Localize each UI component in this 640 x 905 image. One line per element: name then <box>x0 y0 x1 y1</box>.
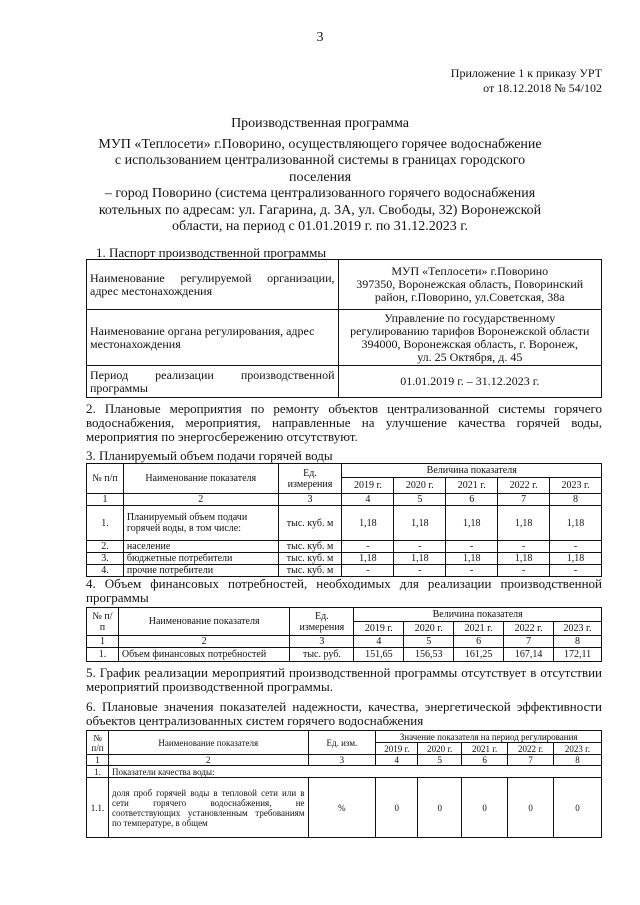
unit-cell: тыс. куб. м <box>278 565 342 577</box>
value-cell: - <box>446 565 498 577</box>
year-header: 2020 г. <box>418 743 462 755</box>
value-cell: 1,18 <box>498 553 550 565</box>
value-cell: 1,18 <box>550 506 602 541</box>
unit-cell: тыс. куб. м <box>278 553 342 565</box>
title-line-4: – город Поворино (система централизованного горячего водоснабжения <box>104 186 536 201</box>
value-cell: 0 <box>508 778 554 838</box>
header-cell: № п/п <box>87 731 109 755</box>
column-number: 8 <box>554 755 602 766</box>
value-cell: - <box>498 565 550 577</box>
section-3-heading: 3. Планируемый объем подачи горячей воды <box>86 448 333 463</box>
passport-value-line: 394000, Воронежская область, г. Воронеж, <box>361 336 578 351</box>
value-cell: - <box>550 541 602 553</box>
section-4-heading: 4. Объем финансовых потребностей, необходимых для реализации производственной программы <box>86 576 602 605</box>
column-number: 4 <box>342 494 394 506</box>
indicator-name: бюджетные потребители <box>123 553 278 565</box>
year-header: 2021 г. <box>454 622 504 636</box>
title-line-5: котельных по адресам: ул. Гагарина, д. 3А, ул. Свободы, 32) Воронежской <box>98 202 542 218</box>
row-number: 3. <box>87 553 124 565</box>
row-number: 1.1. <box>87 778 109 838</box>
value-cell: 172,11 <box>554 648 602 662</box>
indicator-name: прочие потребители <box>123 565 278 577</box>
indicator-name: население <box>123 541 278 553</box>
year-header: 2021 г. <box>462 743 508 755</box>
value-cell: - <box>498 541 550 553</box>
title-line-6: области, на период с 01.01.2019 г. по 31.12.2023 г. <box>172 219 468 234</box>
column-number: 2 <box>108 755 308 766</box>
value-cell: 1,18 <box>550 553 602 565</box>
year-header: 2023 г. <box>550 478 602 494</box>
value-cell: 1,18 <box>342 553 394 565</box>
column-number: 6 <box>454 636 504 648</box>
unit-cell: тыс. руб. <box>290 648 354 662</box>
passport-value-line: район, г.Поворино, ул.Советская, 38а <box>374 290 565 304</box>
column-number: 5 <box>418 755 462 766</box>
value-cell: 1,18 <box>498 506 550 541</box>
column-number: 7 <box>504 636 554 648</box>
year-header: 2022 г. <box>508 743 554 755</box>
column-number: 4 <box>354 636 404 648</box>
year-header: 2019 г. <box>376 743 418 755</box>
header-cell: Наименование показателя <box>123 464 278 494</box>
value-cell: 0 <box>554 778 602 838</box>
passport-row-regulator <box>87 310 602 366</box>
indicator-name: доля проб горячей воды в тепловой сети или в сети горячего водоснабжения, не соответствующих установленным требованиям по температуре, в общем <box>108 778 308 838</box>
section-5-text: 5. График реализации мероприятий производственной программы отсутствует в отсутствии мероприятий производственной программы. <box>86 665 602 694</box>
page-number: 3 <box>316 30 324 45</box>
header-cell: № п/п <box>87 608 119 636</box>
header-cell: Значение показателя на период регулирования <box>376 731 602 743</box>
column-number: 2 <box>118 636 290 648</box>
year-header: 2019 г. <box>342 478 394 494</box>
value-cell: 1,18 <box>342 506 394 541</box>
passport-table <box>86 259 602 398</box>
table-row <box>87 766 602 778</box>
column-number: 4 <box>376 755 418 766</box>
column-number: 1 <box>87 755 109 766</box>
title-line-3: с использованием централизованной системы в границах городского поселения <box>114 153 526 185</box>
row-number: 4. <box>87 565 124 577</box>
year-header: 2022 г. <box>504 622 554 636</box>
header-cell: Наименование показателя <box>118 608 290 636</box>
header-cell: Величина показателя <box>342 464 602 478</box>
passport-value: 01.01.2019 г. – 31.12.2023 г. <box>338 366 601 398</box>
value-cell: 151,65 <box>354 648 404 662</box>
column-number: 8 <box>550 494 602 506</box>
table-row <box>87 648 602 662</box>
value-cell: - <box>550 565 602 577</box>
row-number: 1. <box>87 506 124 541</box>
column-number-row <box>87 755 602 766</box>
year-header: 2020 г. <box>394 478 446 494</box>
title-line-2: МУП «Теплосети» г.Поворино, осуществляющего горячее водоснабжение <box>98 136 542 152</box>
indicator-group-name: Показатели качества воды: <box>108 766 601 778</box>
column-number: 3 <box>278 494 342 506</box>
reliability-indicators-table <box>86 730 602 838</box>
table-row <box>87 778 602 838</box>
value-cell: 0 <box>462 778 508 838</box>
indicator-name: Объем финансовых потребностей <box>118 648 290 662</box>
column-number: 5 <box>404 636 454 648</box>
column-number: 3 <box>308 755 376 766</box>
column-number-row <box>87 494 602 506</box>
column-number: 1 <box>87 494 124 506</box>
row-number: 2. <box>87 541 124 553</box>
section-1-heading: 1. Паспорт производственной программы <box>96 245 327 260</box>
section-2-text: 2. Плановые мероприятия по ремонту объектов централизованной системы горячего водоснабжения, мероприятия, направленные на улучшение качества горячей воды, мероприятия по энергосбережению отсутствуют. <box>86 401 602 444</box>
column-number: 8 <box>554 636 602 648</box>
year-header: 2021 г. <box>446 478 498 494</box>
column-number: 3 <box>290 636 354 648</box>
value-cell: 0 <box>418 778 462 838</box>
appendix-line-1: Приложение 1 к приказу УРТ <box>450 66 602 80</box>
appendix-line-2: от 18.12.2018 № 54/102 <box>483 81 602 95</box>
value-cell: 1,18 <box>446 506 498 541</box>
row-number: 1. <box>87 648 119 662</box>
table-row <box>87 553 602 565</box>
financial-needs-table <box>86 607 602 662</box>
passport-value <box>338 260 601 310</box>
table-row <box>87 541 602 553</box>
passport-value <box>338 310 601 366</box>
header-cell: Наименование показателя <box>108 731 308 755</box>
value-cell: - <box>446 541 498 553</box>
value-cell: 1,18 <box>394 506 446 541</box>
table-row <box>87 565 602 577</box>
passport-value-line: ул. 25 Октября, д. 45 <box>417 349 523 364</box>
value-cell: - <box>394 565 446 577</box>
column-number: 2 <box>123 494 278 506</box>
column-number: 7 <box>508 755 554 766</box>
title-line-1: Производственная программа <box>231 116 409 131</box>
indicator-name: Планируемый объем подачи горячей воды, в том числе: <box>123 506 278 541</box>
unit-cell: тыс. куб. м <box>278 506 342 541</box>
unit-cell: тыс. куб. м <box>278 541 342 553</box>
column-number: 6 <box>446 494 498 506</box>
year-header: 2022 г. <box>498 478 550 494</box>
passport-value-line: регулированию тарифов Воронежской области <box>350 323 590 338</box>
column-number: 5 <box>394 494 446 506</box>
table-row <box>87 506 602 541</box>
unit-cell: % <box>308 778 376 838</box>
value-cell: 1,18 <box>446 553 498 565</box>
value-cell: 0 <box>376 778 418 838</box>
passport-value-line: 397350, Воронежская область, Поворинский <box>356 277 584 291</box>
passport-row-organization <box>87 260 602 310</box>
header-cell: Ед. измерения <box>278 464 342 494</box>
passport-row-period <box>87 366 602 398</box>
passport-value-line: Управление по государственному <box>384 310 556 325</box>
value-cell: 167,14 <box>504 648 554 662</box>
row-number: 1. <box>87 766 109 778</box>
header-cell: Ед. изм. <box>308 731 376 755</box>
year-header: 2023 г. <box>554 622 602 636</box>
header-cell: Величина показателя <box>354 608 602 622</box>
column-number: 7 <box>498 494 550 506</box>
column-number: 6 <box>462 755 508 766</box>
value-cell: - <box>342 565 394 577</box>
document-title <box>95 116 545 236</box>
passport-label: Период реализации производственной программы <box>87 366 339 398</box>
appendix-reference <box>451 66 602 96</box>
value-cell: 161,25 <box>454 648 504 662</box>
column-number: 1 <box>87 636 119 648</box>
value-cell: - <box>342 541 394 553</box>
value-cell: 156,53 <box>404 648 454 662</box>
passport-label: Наименование регулируемой организации, адрес местонахождения <box>87 260 339 310</box>
year-header: 2019 г. <box>354 622 404 636</box>
year-header: 2020 г. <box>404 622 454 636</box>
header-cell: № п/п <box>87 464 124 494</box>
passport-value-line: МУП «Теплосети» г.Поворино <box>391 264 549 278</box>
header-cell: Ед. измерения <box>290 608 354 636</box>
section-6-heading: 6. Плановые значения показателей надежности, качества, энергетической эффективности объектов централизованных систем горячего водоснабжения <box>86 699 602 728</box>
value-cell: 1,18 <box>394 553 446 565</box>
passport-label: Наименование органа регулирования, адрес местонахождения <box>87 310 339 366</box>
supply-volume-table <box>86 463 602 577</box>
value-cell: - <box>394 541 446 553</box>
column-number-row <box>87 636 602 648</box>
year-header: 2023 г. <box>554 743 602 755</box>
